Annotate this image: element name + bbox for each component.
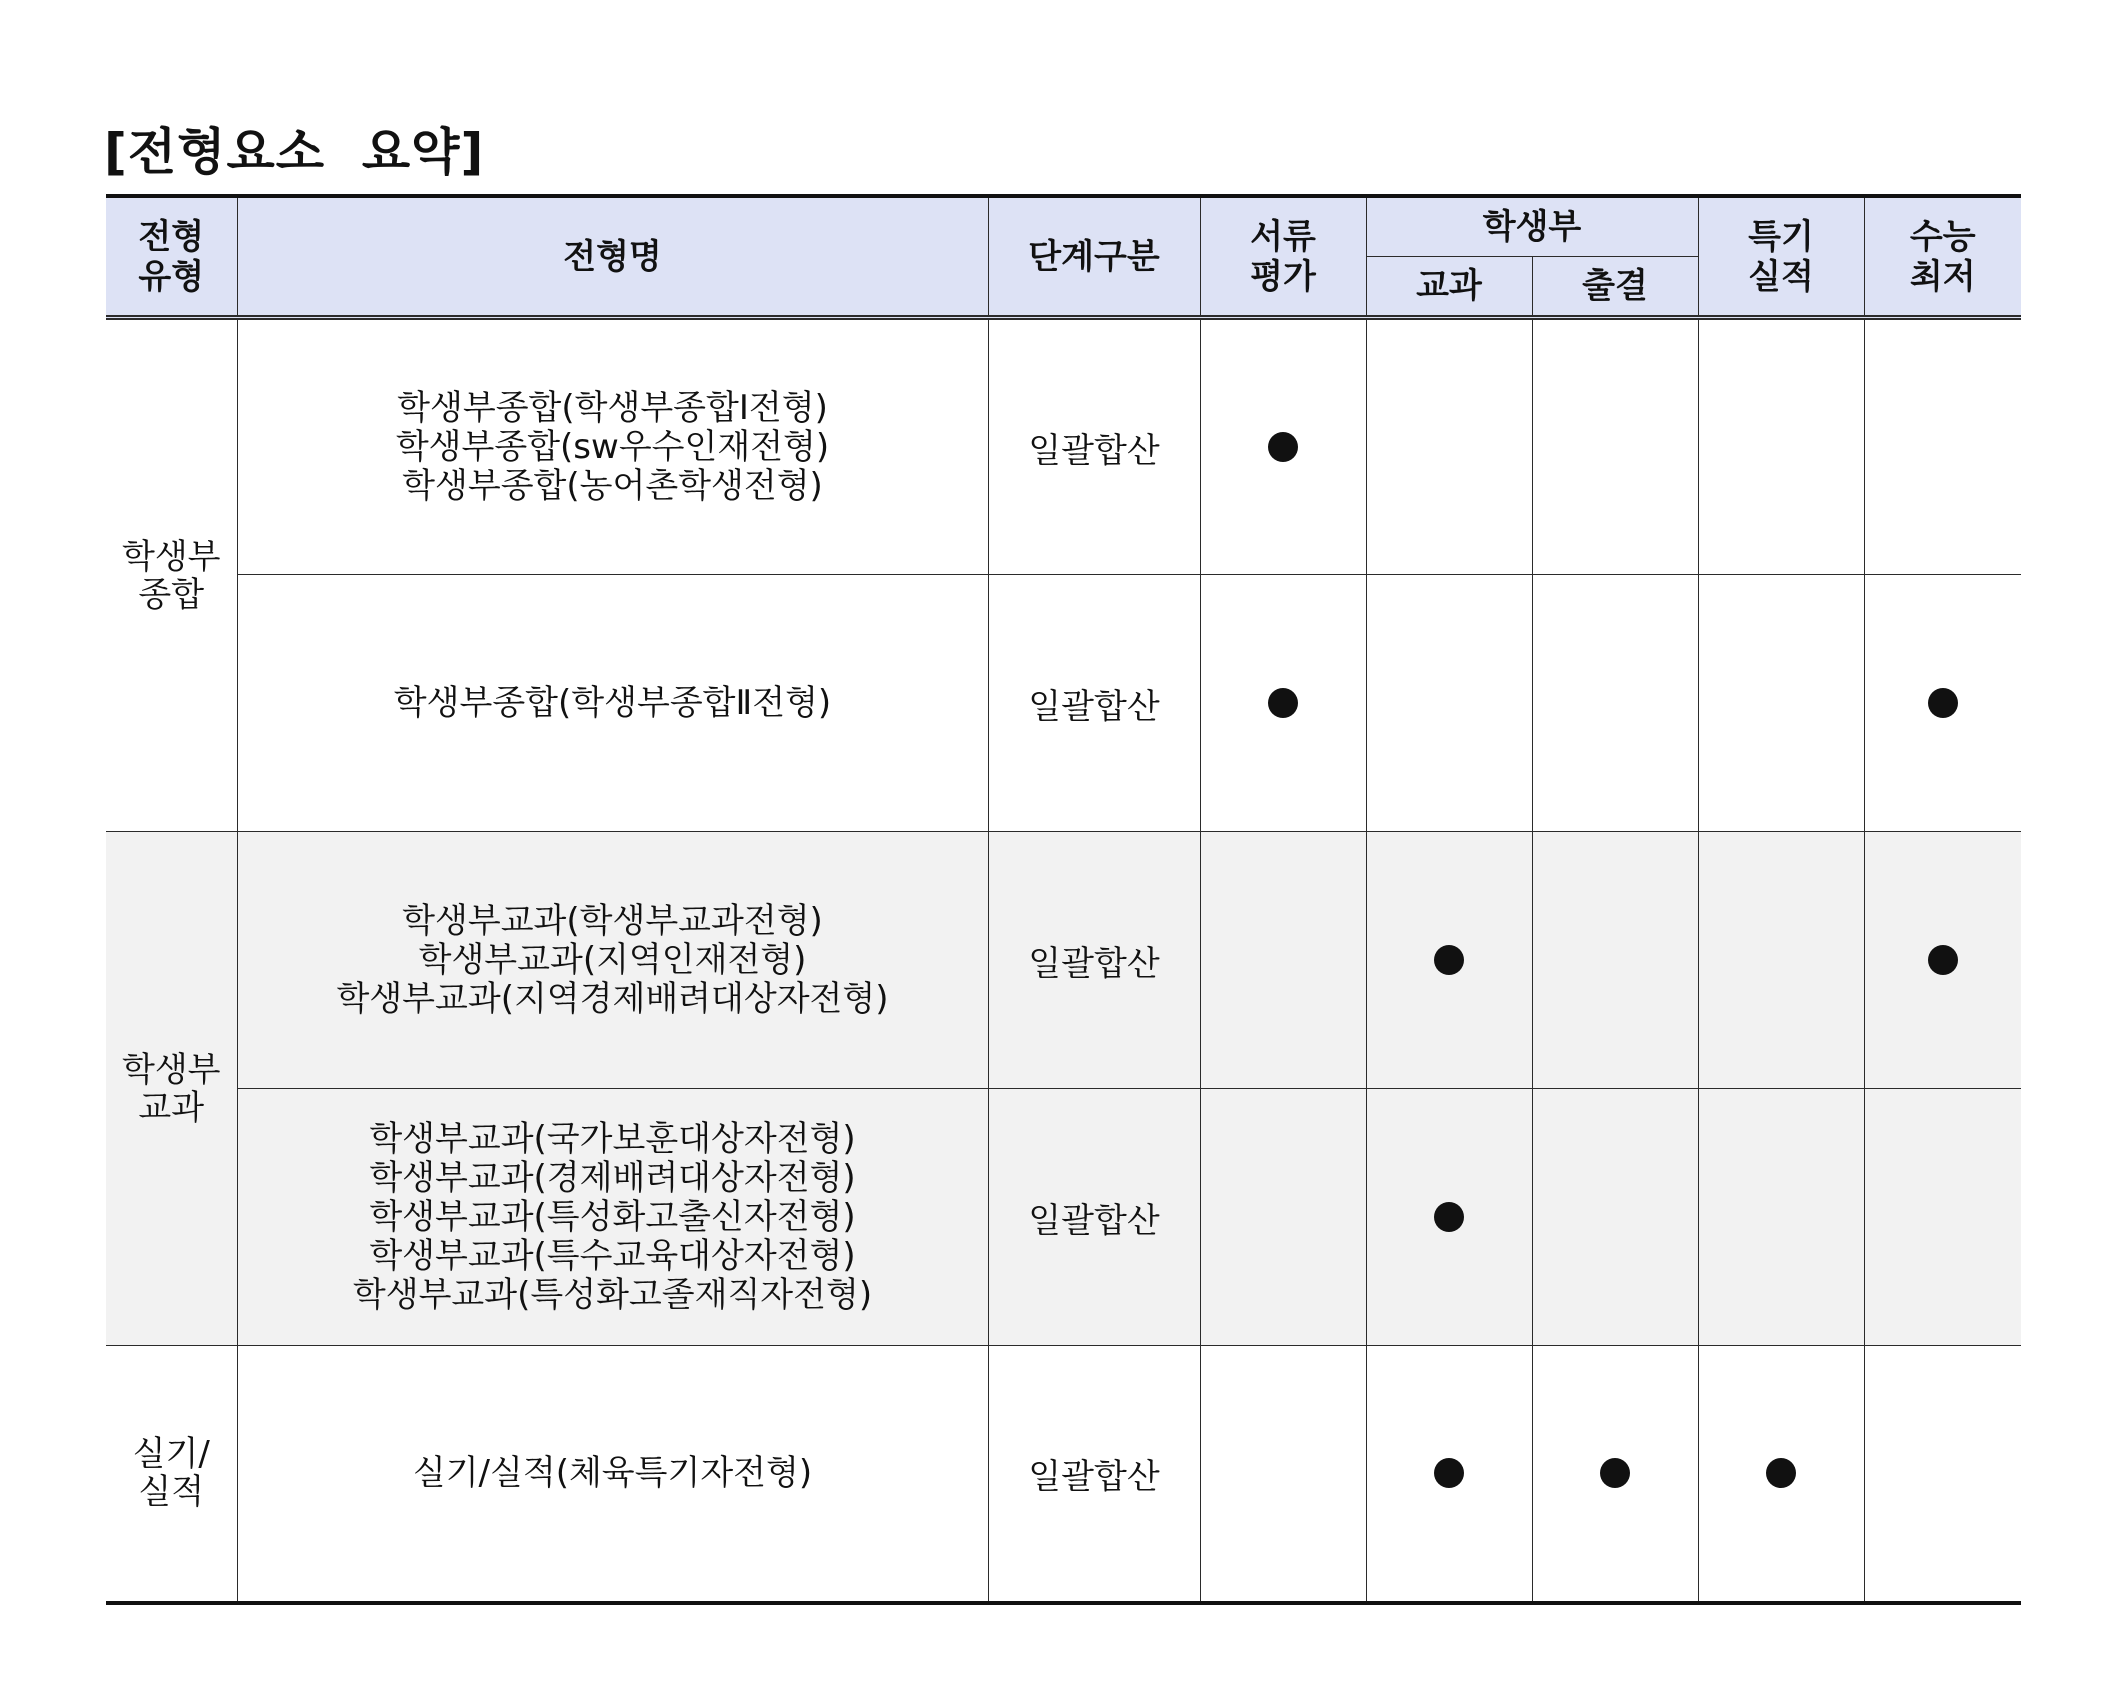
filled-circle-icon — [1434, 1458, 1464, 1488]
subject-cell — [1366, 832, 1532, 1089]
filled-circle-icon — [1268, 688, 1298, 718]
filled-circle-icon — [1600, 1458, 1630, 1488]
header-record-subject: 교과 — [1366, 257, 1532, 318]
attendance-cell — [1532, 1089, 1698, 1346]
page-title: [전형요소 요약] — [104, 123, 485, 181]
selection-summary-table — [106, 194, 2021, 1605]
attendance-cell — [1532, 1346, 1698, 1603]
table-body — [106, 318, 2021, 1603]
filled-circle-icon — [1434, 1202, 1464, 1232]
header-name: 전형명 — [237, 196, 988, 318]
document-cell — [1200, 1089, 1366, 1346]
filled-circle-icon — [1434, 945, 1464, 975]
header-special: 특기 실적 — [1698, 196, 1864, 318]
stage-cell: 일괄합산 — [988, 318, 1200, 575]
table-row — [106, 575, 2021, 832]
filled-circle-icon — [1268, 432, 1298, 462]
special-cell — [1698, 1346, 1864, 1603]
subject-cell — [1366, 318, 1532, 575]
table-row — [106, 1089, 2021, 1346]
stage-cell: 일괄합산 — [988, 575, 1200, 832]
header-document: 서류 평가 — [1200, 196, 1366, 318]
filled-circle-icon — [1928, 688, 1958, 718]
admission-name-cell: 실기/실적(체육특기자전형) — [237, 1346, 988, 1603]
csat-min-cell — [1864, 318, 2021, 575]
type-cell: 학생부 교과 — [106, 832, 237, 1346]
stage-cell: 일괄합산 — [988, 832, 1200, 1089]
document-cell — [1200, 832, 1366, 1089]
attendance-cell — [1532, 575, 1698, 832]
document-cell — [1200, 318, 1366, 575]
filled-circle-icon — [1766, 1458, 1796, 1488]
table-row — [106, 832, 2021, 1089]
document-cell — [1200, 1346, 1366, 1603]
attendance-cell — [1532, 832, 1698, 1089]
special-cell — [1698, 1089, 1864, 1346]
header-csat-min: 수능 최저 — [1864, 196, 2021, 318]
table-row — [106, 1346, 2021, 1603]
header-record-group: 학생부 — [1366, 196, 1698, 257]
admission-name-cell: 학생부교과(국가보훈대상자전형) 학생부교과(경제배려대상자전형) 학생부교과(특성화고출신자전형) 학생부교과(특수교육대상자전형) 학생부교과(특성화고졸재직자전형) — [237, 1089, 988, 1346]
stage-cell: 일괄합산 — [988, 1346, 1200, 1603]
document-cell — [1200, 575, 1366, 832]
admission-name-cell: 학생부종합(학생부종합Ⅱ전형) — [237, 575, 988, 832]
header-stage: 단계구분 — [988, 196, 1200, 318]
type-cell: 학생부 종합 — [106, 318, 237, 832]
type-cell: 실기/ 실적 — [106, 1346, 237, 1603]
special-cell — [1698, 318, 1864, 575]
header-record-attendance: 출결 — [1532, 257, 1698, 318]
csat-min-cell — [1864, 1089, 2021, 1346]
subject-cell — [1366, 1089, 1532, 1346]
csat-min-cell — [1864, 575, 2021, 832]
admission-name-cell: 학생부교과(학생부교과전형) 학생부교과(지역인재전형) 학생부교과(지역경제배려대상자전형) — [237, 832, 988, 1089]
csat-min-cell — [1864, 1346, 2021, 1603]
special-cell — [1698, 832, 1864, 1089]
table-row — [106, 318, 2021, 575]
header-type: 전형 유형 — [106, 196, 237, 318]
attendance-cell — [1532, 318, 1698, 575]
stage-cell: 일괄합산 — [988, 1089, 1200, 1346]
subject-cell — [1366, 1346, 1532, 1603]
filled-circle-icon — [1928, 945, 1958, 975]
subject-cell — [1366, 575, 1532, 832]
special-cell — [1698, 575, 1864, 832]
csat-min-cell — [1864, 832, 2021, 1089]
admission-name-cell: 학생부종합(학생부종합Ⅰ전형) 학생부종합(sw우수인재전형) 학생부종합(농어촌학생전형) — [237, 318, 988, 575]
